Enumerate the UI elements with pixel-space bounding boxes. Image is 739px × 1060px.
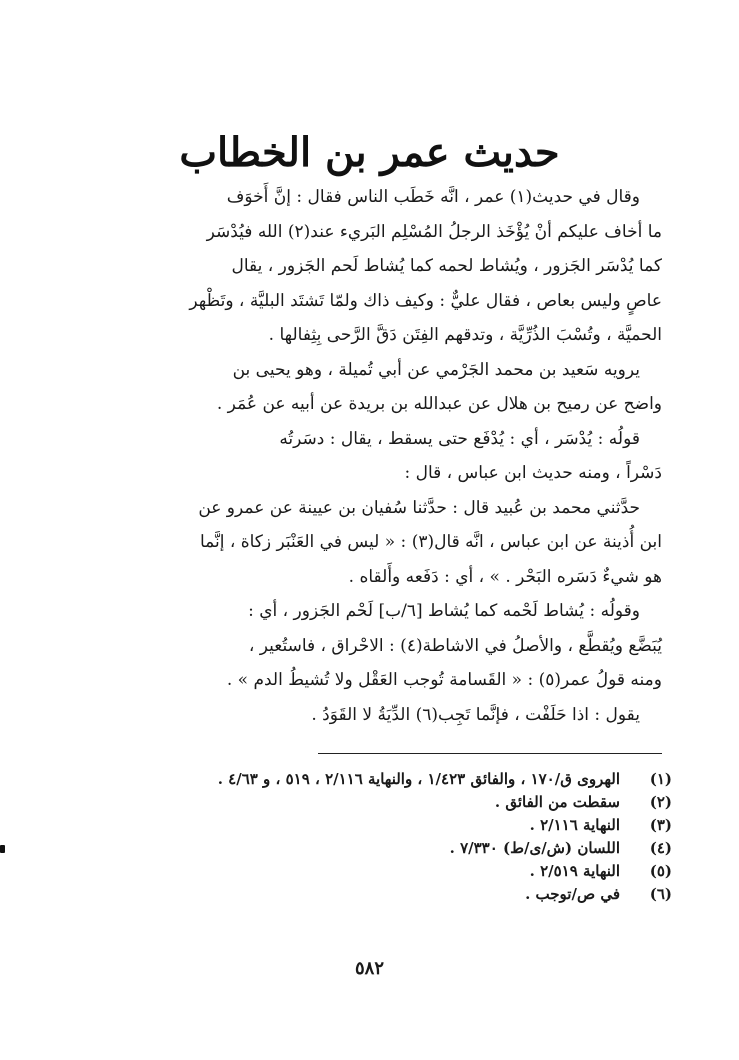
body-line: حدَّثني محمد بن عُبيد قال : حدَّثنا سُفيان بن عيينة عن عمرو عن [198,497,640,518]
footnote-text: في ص/توجب . [525,885,620,903]
body-line: ومنه قولُ عمر(٥) : « القَسامة تُوجب العَقْل ولا تُشيطُ الدم » . [226,670,662,690]
footnote-item [80,837,672,860]
footnote-text: النهاية ٢/٥١٩ . [529,862,620,880]
body-text [92,180,662,732]
body-line: ابن أُذينة عن ابن عباس ، انَّه قال(٣) : « ليس في العَنْبَر زكاة ، إنَّما [199,532,662,552]
body-line: كما يُدْسَر الجَزور ، ويُشاط لحمه كما يُشاط لَحم الجَزور ، يقال [231,256,662,276]
page-title: حديث عمر بن الخطاب [179,129,560,176]
footnote-item [80,860,672,883]
body-line: الحميَّة ، وتُسْبَ الذُرِّيَّة ، وتدقهم الفِتَن دَقَّ الرَّحى بِثِفالها . [268,325,662,345]
footnote-text: سقطت من الفائق . [494,793,620,811]
footnotes [80,768,672,906]
footnote-number: (٦) [649,885,672,903]
body-line: هو شيءٌ دَسَره البَحْر . » ، أي : دَفَعه وأَلقاه . [348,566,662,587]
body-line: واضح عن رميح بن هلال عن عبدالله بن بريدة عن أبيه عن عُمَر . [216,394,662,414]
footnote-divider [318,753,662,754]
footnote-item [80,791,672,814]
body-line: عاصٍ وليس بعاص ، فقال عليٌّ : وكيف ذاك ولمّا تَشتَد البليَّة ، وتَظْهر [189,290,662,311]
footnote-text: اللسان (ش/ى/ط) ٧/٣٣٠ . [449,839,620,857]
body-line: وقولُه : يُشاط لَحْمه كما يُشاط [٦/ب] لَحْم الجَزور ، أي : [248,601,640,621]
footnote-item [80,883,672,906]
body-line: ما أخاف عليكم أنْ يُؤْخَذ الرجلُ المُسْلِم البَريء عند(٢) الله فيُدْسَر [206,221,662,242]
footnote-number: (٥) [649,862,672,880]
body-line: يقول : اذا حَلَفْت ، فإنَّما تَجِب(٦) الدِّيَةُ لا القَوَدُ . [311,704,640,725]
footnote-item [80,768,672,791]
body-line: قولُه : يُدْسَر ، أي : يُدْفَع حتى يسقط ، يقال : دسَرتُه [279,428,640,449]
footnote-number: (١) [649,770,672,788]
body-line: يُبَضَّع ويُقطَّع ، والأصلُ في الاشاطة(٤) : الاحْراق ، فاستُعير ، [248,635,662,656]
footnote-number: (٣) [649,816,672,834]
footnote-number: (٤) [649,839,672,857]
body-line: يرويه سَعيد بن محمد الجَرْمي عن أبي تُميلة ، وهو يحيى بن [232,359,640,380]
footnote-text: الهروى ق/١٧٠ ، والفائق ١/٤٢٣ ، والنهاية ٢/١١٦ ، ٥١٩ ، و ٤/٦٣ . [217,770,620,788]
footnote-number: (٢) [649,793,672,811]
body-line: دَسْراً ، ومنه حديث ابن عباس ، قال : [404,463,662,483]
footnote-text: النهاية ٢/١١٦ . [529,816,620,834]
body-line: وقال في حديث(١) عمر ، انَّه خَطَب الناس فقال : إنَّ أَخوَف [226,187,640,207]
page-number: ٥٨٢ [354,958,384,979]
footnote-item [80,814,672,837]
scan-edge-mark [0,845,5,853]
